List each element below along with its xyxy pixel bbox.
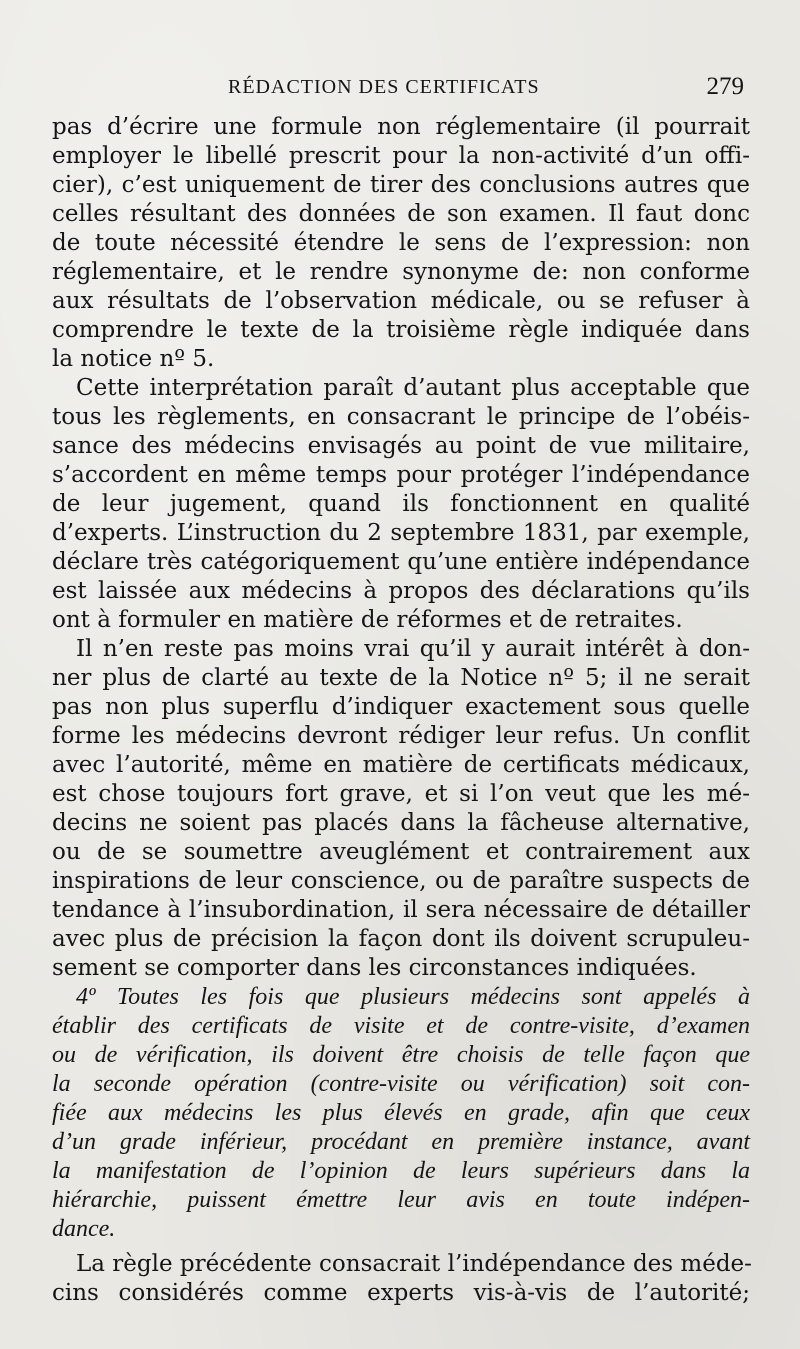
text-line: employer le libellé prescrit pour la non-activité d’un offi- (52, 143, 750, 169)
text-line: avec l’autorité, même en matière de certificats médicaux, (52, 752, 750, 778)
text-line: est laissée aux médecins à propos des déclarations qu’ils (52, 578, 750, 604)
rule-text-line: fiée aux médecins les plus élevés en grade, afin que ceux (52, 1100, 750, 1126)
rule-text-line: d’un grade inférieur, procédant en première instance, avant (52, 1129, 750, 1155)
text-line: de leur jugement, quand ils fonctionnent en qualité (52, 491, 750, 517)
body-text (52, 113, 750, 1308)
rule-text-line: hiérarchie, puissent émettre leur avis en toute indépen- (52, 1187, 750, 1213)
running-head (52, 72, 744, 106)
text-line: Il n’en reste pas moins vrai qu’il y aurait intérêt à don- (76, 636, 750, 662)
text-line: sement se comporter dans les circonstances indiquées. (52, 955, 697, 981)
text-line: Cette interprétation paraît d’autant plus acceptable que (76, 375, 750, 401)
rule-text-line: la seconde opération (contre-visite ou vérification) soit con- (52, 1071, 750, 1097)
text-line: La règle précédente consacrait l’indépendance des méde- (76, 1251, 752, 1277)
page-number: 279 (706, 73, 744, 100)
text-line: decins ne soient pas placés dans la fâcheuse alternative, (52, 810, 750, 836)
text-line: s’accordent en même temps pour protéger l’indépendance (52, 462, 750, 488)
rule-text-line: ou de vérification, ils doivent être choisis de telle façon que (52, 1042, 750, 1068)
text-line: inspirations de leur conscience, ou de paraître suspects de (52, 868, 750, 894)
text-line: pas d’écrire une formule non réglementaire (il pourrait (52, 114, 750, 140)
running-title: RÉDACTION DES CERTIFICATS (228, 76, 540, 98)
text-line: ont à formuler en matière de réformes et de retraites. (52, 607, 683, 633)
rule-text-line: 4º Toutes les fois que plusieurs médecins sont appelés à (76, 984, 750, 1010)
text-line: sance des médecins envisagés au point de vue militaire, (52, 433, 750, 459)
text-line: pas non plus superflu d’indiquer exactement sous quelle (52, 694, 750, 720)
text-line: tous les règlements, en consacrant le principe de l’obéis- (52, 404, 750, 430)
rule-text-line: établir des certificats de visite et de contre-visite, d’examen (52, 1013, 750, 1039)
rule-text-line: dance. (52, 1216, 116, 1242)
text-line: forme les médecins devront rédiger leur refus. Un conflit (52, 723, 750, 749)
text-line: est chose toujours fort grave, et si l’on veut que les mé- (52, 781, 750, 807)
text-line: avec plus de précision la façon dont ils doivent scrupuleu- (52, 926, 750, 952)
text-line: de toute nécessité étendre le sens de l’expression: non (52, 230, 750, 256)
text-line: ou de se soumettre aveuglément et contrairement aux (52, 839, 750, 865)
text-line: d’experts. L’instruction du 2 septembre 1831, par exemple, (52, 520, 750, 546)
text-line: celles résultant des données de son examen. Il faut donc (52, 201, 750, 227)
rule-text-line: la manifestation de l’opinion de leurs supérieurs dans la (52, 1158, 750, 1184)
text-line: la notice nº 5. (52, 346, 215, 372)
text-line: comprendre le texte de la troisième règle indiquée dans (52, 317, 750, 343)
text-line: réglementaire, et le rendre synonyme de: non conforme (52, 259, 750, 285)
text-line: cier), c’est uniquement de tirer des conclusions autres que (52, 172, 750, 198)
text-line: ner plus de clarté au texte de la Notice nº 5; il ne serait (52, 665, 750, 691)
text-line: tendance à l’insubordination, il sera nécessaire de détailler (52, 897, 750, 923)
text-line: cins considérés comme experts vis-à-vis de l’autorité; (52, 1280, 750, 1306)
text-line: aux résultats de l’observation médicale, ou se refuser à (52, 288, 750, 314)
text-line: déclare très catégoriquement qu’une entière indépendance (52, 549, 750, 575)
